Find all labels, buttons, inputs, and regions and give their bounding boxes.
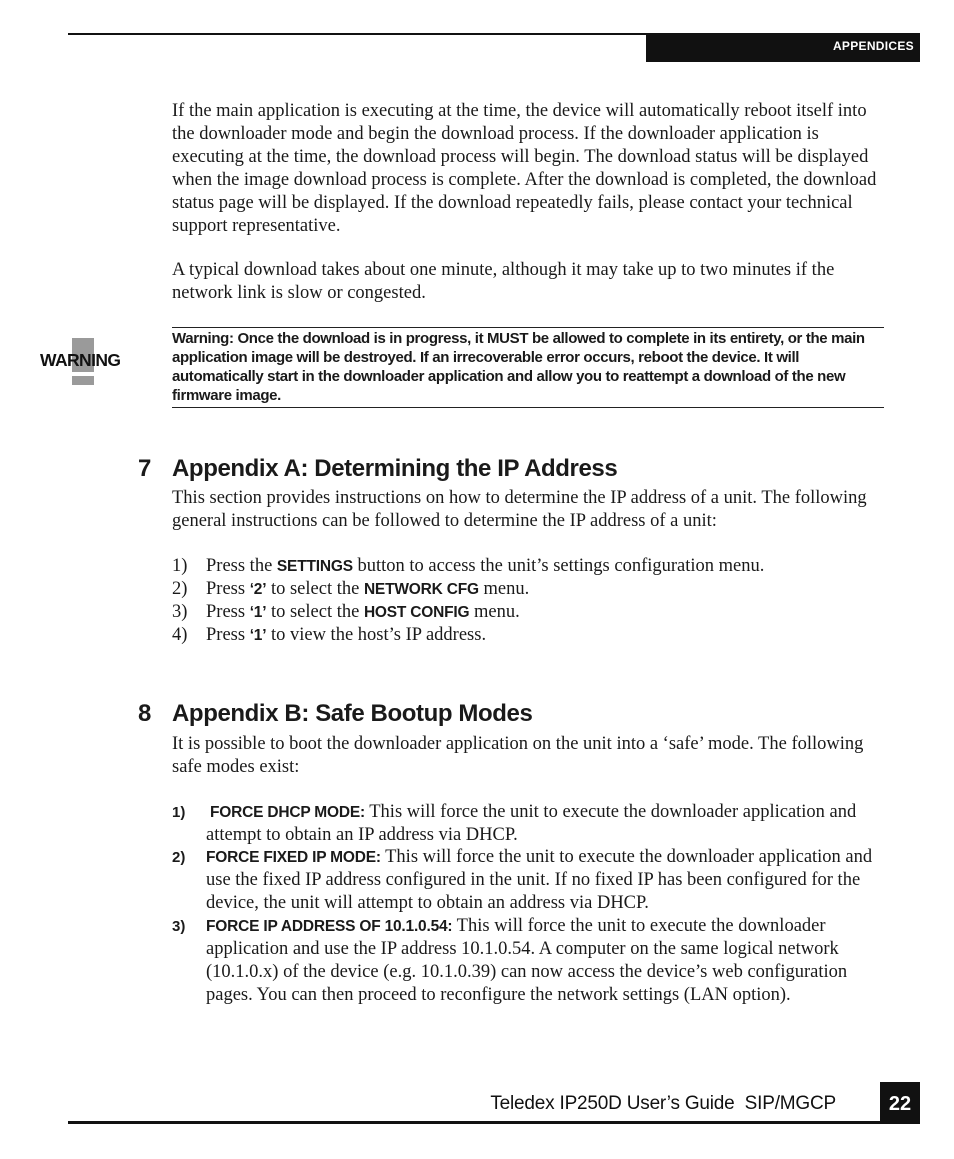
page-number: 22 (888, 1093, 912, 1115)
footer-rule (68, 1121, 920, 1124)
mode-description: This will force the unit to execute the downloader application and attempt to obtain an IP address via DHCP. (206, 802, 857, 845)
list-item-text (206, 915, 896, 1007)
appendix-a-title: Appendix A: Determining the IP Address (172, 455, 618, 482)
list-item-number: 1) (172, 556, 188, 576)
intro-paragraph-1: If the main application is executing at the time, the device will automatically reboot itself into the downloader mode and begin the download process. If the downloader application is executing at the time, the download process will begin. The download status will be displayed when the image download process is complete. After the download is completed, the download status page will be displayed. If the download repeatedly fails, please contact your technical support representative. (172, 101, 877, 236)
list-item-text (206, 846, 896, 915)
list-item (172, 801, 892, 847)
step-key: ‘1’ (249, 627, 267, 644)
step-text: Press (206, 579, 250, 599)
appendix-b-number: 8 (138, 700, 151, 727)
appendix-a-number: 7 (138, 455, 151, 482)
list-item-number: 3) (172, 918, 186, 935)
exclamation-dot (72, 376, 94, 385)
warning-icon-label: WARNING (40, 350, 121, 370)
list-item-number: 3) (172, 602, 188, 622)
list-item-text (206, 555, 896, 578)
section-tab (646, 33, 920, 62)
list-item (172, 915, 892, 1007)
step-key: ‘1’ (249, 604, 267, 621)
appendix-b-title: Appendix B: Safe Bootup Modes (172, 700, 533, 727)
page-number-box (880, 1082, 920, 1124)
warning-icon (40, 338, 130, 388)
step-text: menu. (478, 579, 530, 599)
step-text: menu. (469, 602, 520, 622)
intro-paragraph-2: A typical download takes about one minute, although it may take up to two minutes if the network link is slow or congested. (172, 260, 835, 303)
step-key: SETTINGS (276, 558, 353, 575)
appendix-a-intro: This section provides instructions on how to determine the IP address of a unit. The following general instructions can be followed to determine the IP address of a unit: (172, 488, 867, 531)
mode-description: This will force the unit to execute the downloader application and use the fixed IP address configured in the unit. If no fixed IP has been configured for the device, the unit will attempt to obtain an address via DHCP. (206, 847, 873, 913)
step-menu: NETWORK CFG (363, 581, 479, 598)
mode-description: This will force the unit to execute the downloader application and use the IP address 10.1.0.54. A computer on the same logical network (10.1.0.x) of the device (e.g. 10.1.0.39) can now access the device’s web configuration pages. You can then proceed to reconfigure the network settings (LAN option). (206, 916, 848, 1005)
appendix-a-heading (138, 455, 617, 483)
list-item-number: 2) (172, 849, 186, 866)
step-key: ‘2’ (249, 581, 267, 598)
step-text: Press (206, 625, 250, 645)
step-text: to select the (266, 602, 364, 622)
warning-box (172, 327, 884, 408)
list-item-text (206, 624, 896, 647)
step-text: button to access the unit’s settings configuration menu. (352, 556, 765, 576)
list-item-number: 1) (172, 804, 186, 821)
section-label: APPENDICES (832, 39, 914, 53)
list-item (172, 846, 892, 915)
mode-name: FORCE DHCP MODE: (210, 804, 365, 821)
step-menu: HOST CONFIG (363, 604, 470, 621)
list-item-number: 4) (172, 625, 188, 645)
mode-name: FORCE IP ADDRESS OF 10.1.0.54: (206, 918, 453, 935)
list-item-text (206, 801, 896, 847)
appendix-b-heading (138, 700, 532, 728)
footer-guide-title: Teledex IP250D User’s Guide SIP/MGCP (490, 1093, 836, 1114)
step-text: Press (206, 602, 250, 622)
step-text: Press the (206, 556, 277, 576)
step-text: to view the host’s IP address. (266, 625, 487, 645)
appendix-b-intro: It is possible to boot the downloader application on the unit into a ‘safe’ mode. The following safe modes exist: (172, 734, 864, 777)
warning-text: Warning: Once the download is in progress, it MUST be allowed to complete in its entirety, or the main application image will be destroyed. If an irrecoverable error occurs, reboot the device. It will automatically start in the downloader application and allow you to reattempt a download of the new firmware image. (172, 330, 865, 404)
list-item-text (206, 601, 896, 624)
step-text: to select the (266, 579, 364, 599)
mode-name: FORCE FIXED IP MODE: (206, 849, 381, 866)
list-item-text (206, 578, 896, 601)
list-item-number: 2) (172, 579, 188, 599)
